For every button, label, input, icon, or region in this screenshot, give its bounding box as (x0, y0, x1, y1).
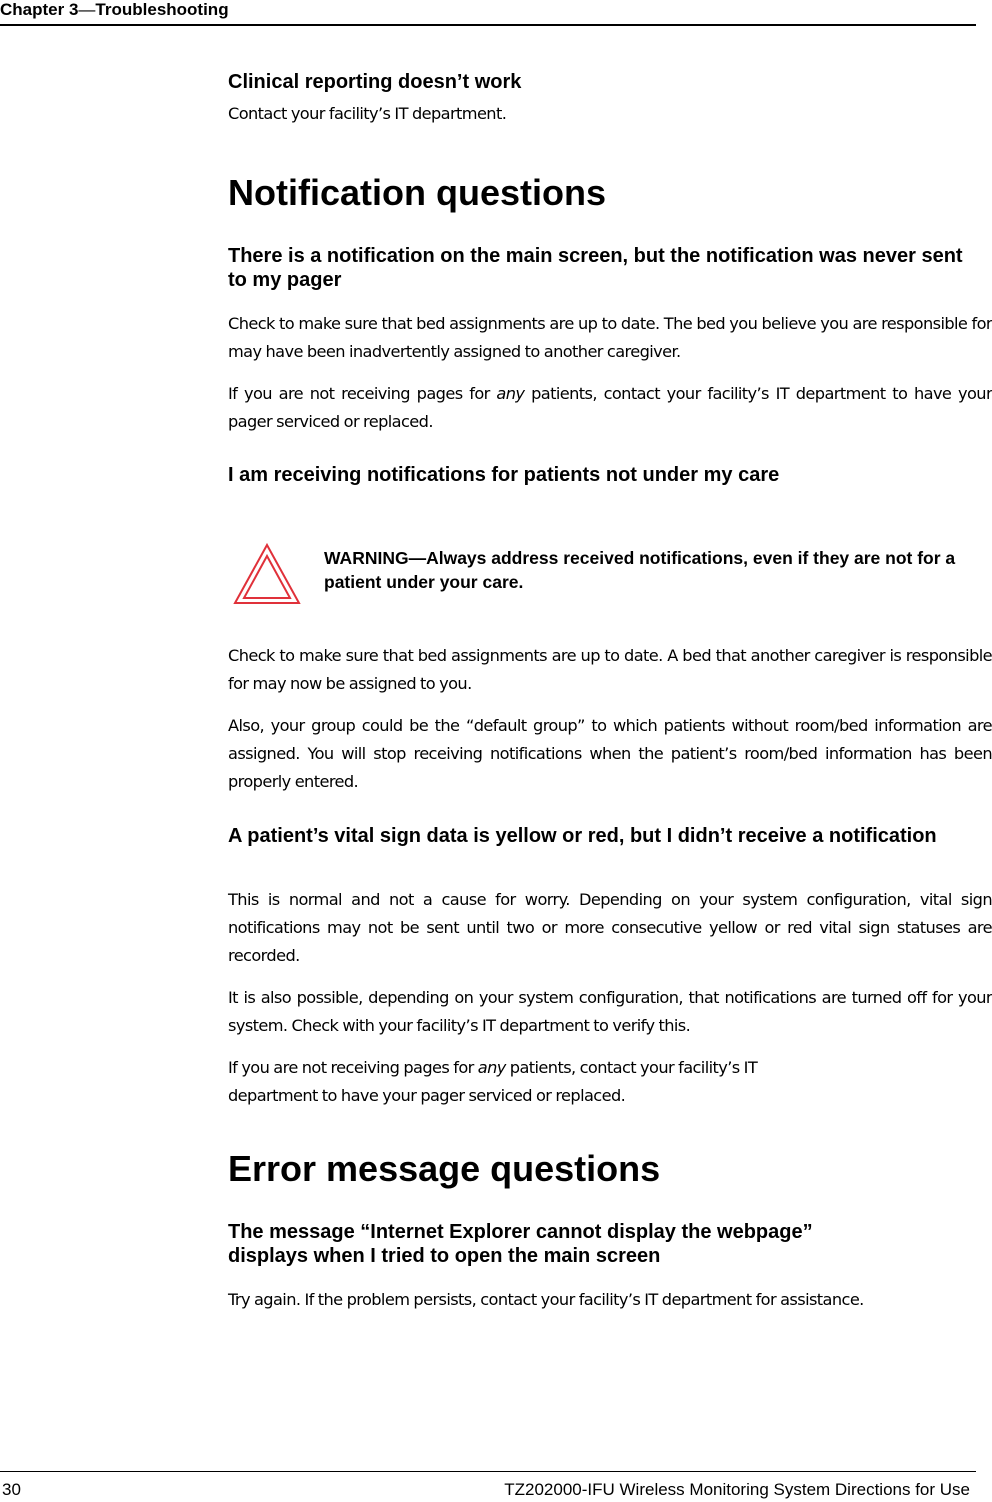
q1-heading: There is a notification on the main screen, but the notification was never sent to my pager (228, 245, 963, 291)
q3-paragraph-2: It is also possible, depending on your system configuration, that notifications are turned off for your system. Check with your facility’s IT department to verify this. (228, 988, 992, 1035)
q1-paragraph-1: Check to make sure that bed assignments are up to date. The bed you believe you are responsible for may have been inadvertently assigned to another caregiver. (228, 314, 992, 361)
clinical-body: Contact your facility’s IT department. (228, 104, 507, 123)
notification-title: Notification questions (228, 172, 606, 213)
errors-title-block (228, 1148, 992, 1190)
warning-callout (228, 540, 968, 610)
chapter-header (0, 0, 229, 20)
chapter-separator: — (78, 0, 96, 19)
q3-body (228, 886, 992, 1110)
q3-heading: A patient’s vital sign data is yellow or red, but I didn’t receive a notification (228, 825, 937, 847)
q3-p3-line1-after: patients, contact your facility’s IT (505, 1058, 758, 1077)
q3-p3-before: If you are not receiving pages for (228, 1058, 478, 1077)
q1-paragraph-2 (228, 380, 992, 436)
q1-p2-em: any (496, 384, 525, 403)
q3-p3-line2: department to have your pager serviced or replaced. (228, 1086, 626, 1105)
chapter-section: Troubleshooting (95, 0, 229, 19)
chapter-label: Chapter 3 (0, 0, 79, 19)
q1-heading-block (228, 244, 968, 292)
errors-q1-heading (228, 1220, 992, 1268)
q2-heading-block (228, 463, 992, 487)
errors-q1-heading-block (228, 1220, 992, 1268)
page-number: 30 (2, 1480, 21, 1499)
clinical-section (228, 70, 992, 128)
q1-p2-before: If you are not receiving pages for (228, 384, 497, 403)
q3-paragraph-1: This is normal and not a cause for worry. Depending on your system configuration, vital sign notifications may not be sent until two or more consecutive yellow or red vital sign statuses are recorded. (228, 890, 992, 965)
q3-p3-em: any (477, 1058, 506, 1077)
document-title: TZ202000-IFU Wireless Monitoring System Directions for Use (504, 1480, 970, 1499)
q1-body (228, 310, 992, 436)
q2-paragraph-2: Also, your group could be the “default group” to which patients without room/bed information are assigned. You will stop receiving notifications when the patient’s room/bed information has been properly entered. (228, 716, 992, 791)
q2-body (228, 642, 992, 796)
q2-heading: I am receiving notifications for patients not under my care (228, 464, 780, 486)
errors-q1-paragraph: Try again. If the problem persists, contact your facility’s IT department for assistance. (228, 1290, 864, 1309)
errors-q1-heading-line1: The message “Internet Explorer cannot display the webpage” (228, 1221, 813, 1243)
errors-q1-body (228, 1286, 992, 1314)
footer-rule (0, 1471, 976, 1472)
clinical-heading: Clinical reporting doesn’t work (228, 71, 522, 93)
q3-paragraph-3 (228, 1054, 992, 1110)
header-rule (0, 24, 976, 26)
q1-p2-after: patients, contact your facility’s IT department to have your pager serviced or replaced. (228, 384, 992, 431)
warning-triangle-icon (232, 542, 302, 606)
q2-paragraph-1: Check to make sure that bed assignments are up to date. A bed that another caregiver is responsible for may now be assigned to you. (228, 646, 992, 693)
warning-text: WARNING—Always address received notifications, even if they are not for a patient under your care. (324, 548, 956, 592)
errors-title: Error message questions (228, 1148, 661, 1189)
notification-title-block (228, 172, 992, 214)
errors-q1-heading-line2: displays when I tried to open the main screen (228, 1245, 661, 1267)
q3-heading-block (228, 824, 948, 848)
